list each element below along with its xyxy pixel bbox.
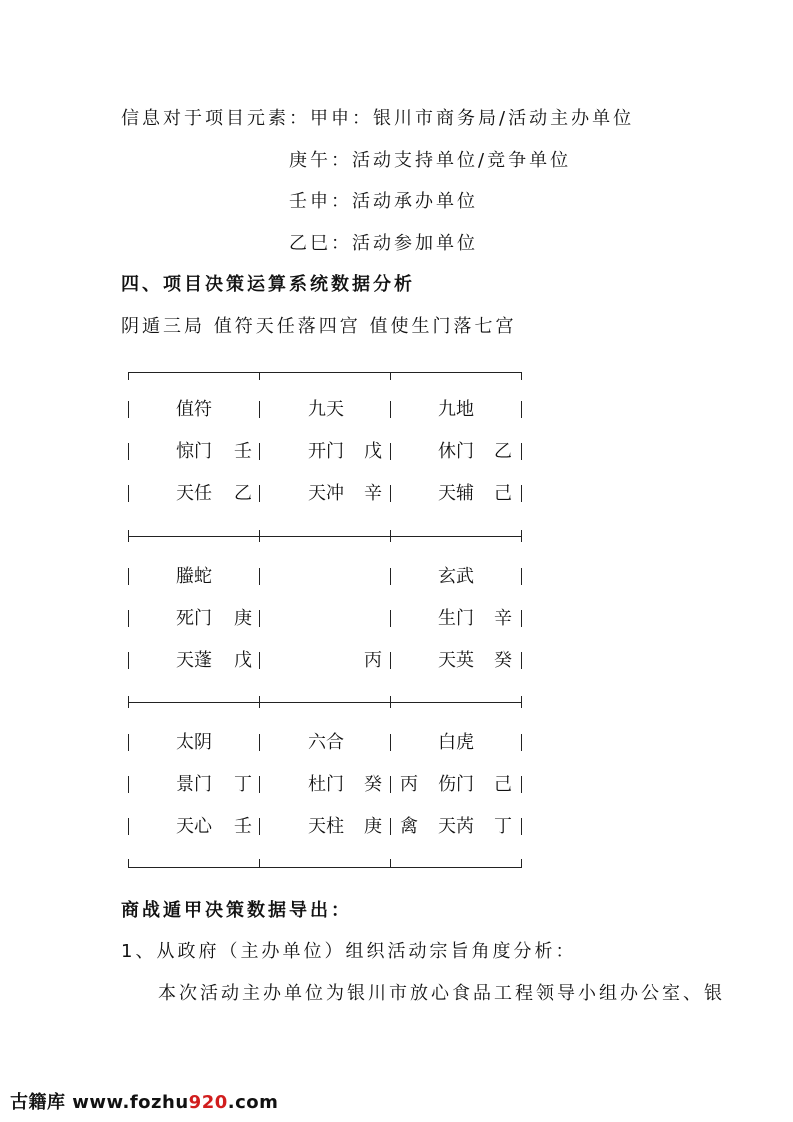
grid-bar bbox=[390, 776, 391, 793]
grid-bar bbox=[259, 776, 260, 793]
palace-1-door: 杜门 bbox=[308, 774, 344, 795]
palace-6-door: 伤门 bbox=[438, 774, 474, 795]
palace-6-star: 天芮 bbox=[438, 816, 474, 837]
palace-2-god: 九地 bbox=[438, 399, 474, 420]
chart-summary: 阴遁三局 值符天任落四宫 值使生门落七宫 bbox=[121, 316, 517, 337]
palace-7-door-stem: 辛 bbox=[494, 608, 512, 629]
grid-bar bbox=[259, 610, 260, 627]
palace-1-door-stem: 癸 bbox=[364, 774, 382, 795]
palace-6-star-stem: 丁 bbox=[494, 816, 512, 837]
palace-6-side-top: 丙 bbox=[400, 774, 418, 795]
footer-url-number: 920 bbox=[188, 1092, 228, 1113]
palace-3-door: 死门 bbox=[176, 608, 212, 629]
grid-line-bottom bbox=[128, 867, 522, 868]
tick bbox=[521, 372, 522, 380]
palace-1-god: 六合 bbox=[308, 732, 344, 753]
tick bbox=[521, 530, 522, 542]
grid-bar bbox=[128, 443, 129, 460]
grid-bar bbox=[521, 401, 522, 418]
palace-3-star: 天蓬 bbox=[176, 650, 212, 671]
grid-bar bbox=[521, 734, 522, 751]
palace-3-star-stem: 戊 bbox=[234, 650, 252, 671]
palace-7-god: 玄武 bbox=[438, 566, 474, 587]
grid-bar bbox=[390, 652, 391, 669]
palace-8-star: 天心 bbox=[176, 816, 212, 837]
intro-element-2: 庚午：活动支持单位/竞争单位 bbox=[289, 150, 572, 171]
tick bbox=[128, 696, 129, 708]
conclusion-item-1: 1、从政府（主办单位）组织活动宗旨角度分析： bbox=[121, 941, 577, 962]
tick bbox=[390, 530, 391, 542]
grid-bar bbox=[390, 443, 391, 460]
palace-7-star-stem: 癸 bbox=[494, 650, 512, 671]
footer-watermark bbox=[10, 1088, 278, 1114]
grid-bar bbox=[521, 610, 522, 627]
palace-9-star: 天冲 bbox=[308, 483, 344, 504]
intro-line-1 bbox=[121, 107, 634, 131]
palace-4-star-stem: 乙 bbox=[234, 483, 252, 504]
tick bbox=[390, 372, 391, 380]
palace-1-star-stem: 庚 bbox=[364, 816, 382, 837]
tick bbox=[521, 696, 522, 708]
nine-palace-grid bbox=[128, 370, 522, 870]
palace-9-god: 九天 bbox=[308, 399, 344, 420]
tick bbox=[128, 859, 129, 867]
intro-element-3: 壬申：活动承办单位 bbox=[289, 191, 478, 212]
grid-bar bbox=[128, 401, 129, 418]
grid-bar bbox=[128, 652, 129, 669]
grid-bar bbox=[521, 568, 522, 585]
grid-bar bbox=[521, 652, 522, 669]
grid-bar bbox=[259, 401, 260, 418]
grid-bar bbox=[128, 568, 129, 585]
conclusion-paragraph: 本次活动主办单位为银川市放心食品工程领导小组办公室、银 bbox=[158, 983, 725, 1004]
grid-bar bbox=[259, 568, 260, 585]
grid-line-mid-1 bbox=[128, 536, 522, 537]
grid-bar bbox=[128, 610, 129, 627]
footer-url-suffix: .com bbox=[227, 1092, 279, 1113]
grid-bar bbox=[390, 568, 391, 585]
grid-bar bbox=[390, 734, 391, 751]
grid-bar bbox=[390, 401, 391, 418]
footer-url-prefix: www.fozhu bbox=[72, 1092, 189, 1113]
palace-9-star-stem: 辛 bbox=[364, 483, 382, 504]
grid-bar bbox=[521, 818, 522, 835]
palace-9-door: 开门 bbox=[308, 441, 344, 462]
palace-4-door-stem: 壬 bbox=[234, 441, 252, 462]
tick bbox=[390, 859, 391, 867]
palace-6-god: 白虎 bbox=[438, 732, 474, 753]
palace-7-door: 生门 bbox=[438, 608, 474, 629]
palace-7-star: 天英 bbox=[438, 650, 474, 671]
tick bbox=[259, 530, 260, 542]
conclusion-heading: 商战遁甲决策数据导出： bbox=[121, 900, 352, 921]
grid-line-mid-2 bbox=[128, 702, 522, 703]
grid-bar bbox=[259, 734, 260, 751]
tick bbox=[521, 859, 522, 867]
palace-2-door-stem: 乙 bbox=[494, 441, 512, 462]
grid-bar bbox=[259, 818, 260, 835]
tick bbox=[390, 696, 391, 708]
grid-bar bbox=[521, 776, 522, 793]
grid-bar bbox=[521, 485, 522, 502]
grid-bar bbox=[259, 485, 260, 502]
tick bbox=[259, 696, 260, 708]
palace-3-door-stem: 庚 bbox=[234, 608, 252, 629]
palace-8-door: 景门 bbox=[176, 774, 212, 795]
palace-2-star-stem: 己 bbox=[494, 483, 512, 504]
grid-bar bbox=[390, 485, 391, 502]
intro-element-1: 甲申：银川市商务局/活动主办单位 bbox=[310, 108, 635, 129]
palace-2-door: 休门 bbox=[438, 441, 474, 462]
grid-bar bbox=[259, 652, 260, 669]
grid-bar bbox=[259, 443, 260, 460]
tick bbox=[259, 372, 260, 380]
grid-line-top bbox=[128, 372, 522, 373]
palace-4-god: 值符 bbox=[176, 399, 212, 420]
palace-5-star-stem: 丙 bbox=[364, 650, 382, 671]
grid-bar bbox=[128, 818, 129, 835]
tick bbox=[128, 530, 129, 542]
footer-brand: 古籍库 bbox=[10, 1092, 66, 1113]
palace-6-side-bottom: 禽 bbox=[400, 816, 418, 837]
palace-1-star: 天柱 bbox=[308, 816, 344, 837]
tick bbox=[259, 859, 260, 867]
grid-bar bbox=[128, 485, 129, 502]
grid-bar bbox=[128, 776, 129, 793]
grid-bar bbox=[390, 818, 391, 835]
intro-element-4: 乙巳：活动参加单位 bbox=[289, 233, 478, 254]
palace-8-door-stem: 丁 bbox=[234, 774, 252, 795]
grid-bar bbox=[128, 734, 129, 751]
palace-4-star: 天任 bbox=[176, 483, 212, 504]
palace-8-star-stem: 壬 bbox=[234, 816, 252, 837]
palace-9-door-stem: 戊 bbox=[364, 441, 382, 462]
grid-bar bbox=[390, 610, 391, 627]
intro-label: 信息对于项目元素： bbox=[121, 108, 310, 129]
palace-4-door: 惊门 bbox=[176, 441, 212, 462]
palace-6-door-stem: 己 bbox=[494, 774, 512, 795]
palace-8-god: 太阴 bbox=[176, 732, 212, 753]
section-heading: 四、项目决策运算系统数据分析 bbox=[121, 274, 415, 295]
tick bbox=[128, 372, 129, 380]
palace-2-star: 天辅 bbox=[438, 483, 474, 504]
grid-bar bbox=[521, 443, 522, 460]
palace-3-god: 螣蛇 bbox=[176, 566, 212, 587]
